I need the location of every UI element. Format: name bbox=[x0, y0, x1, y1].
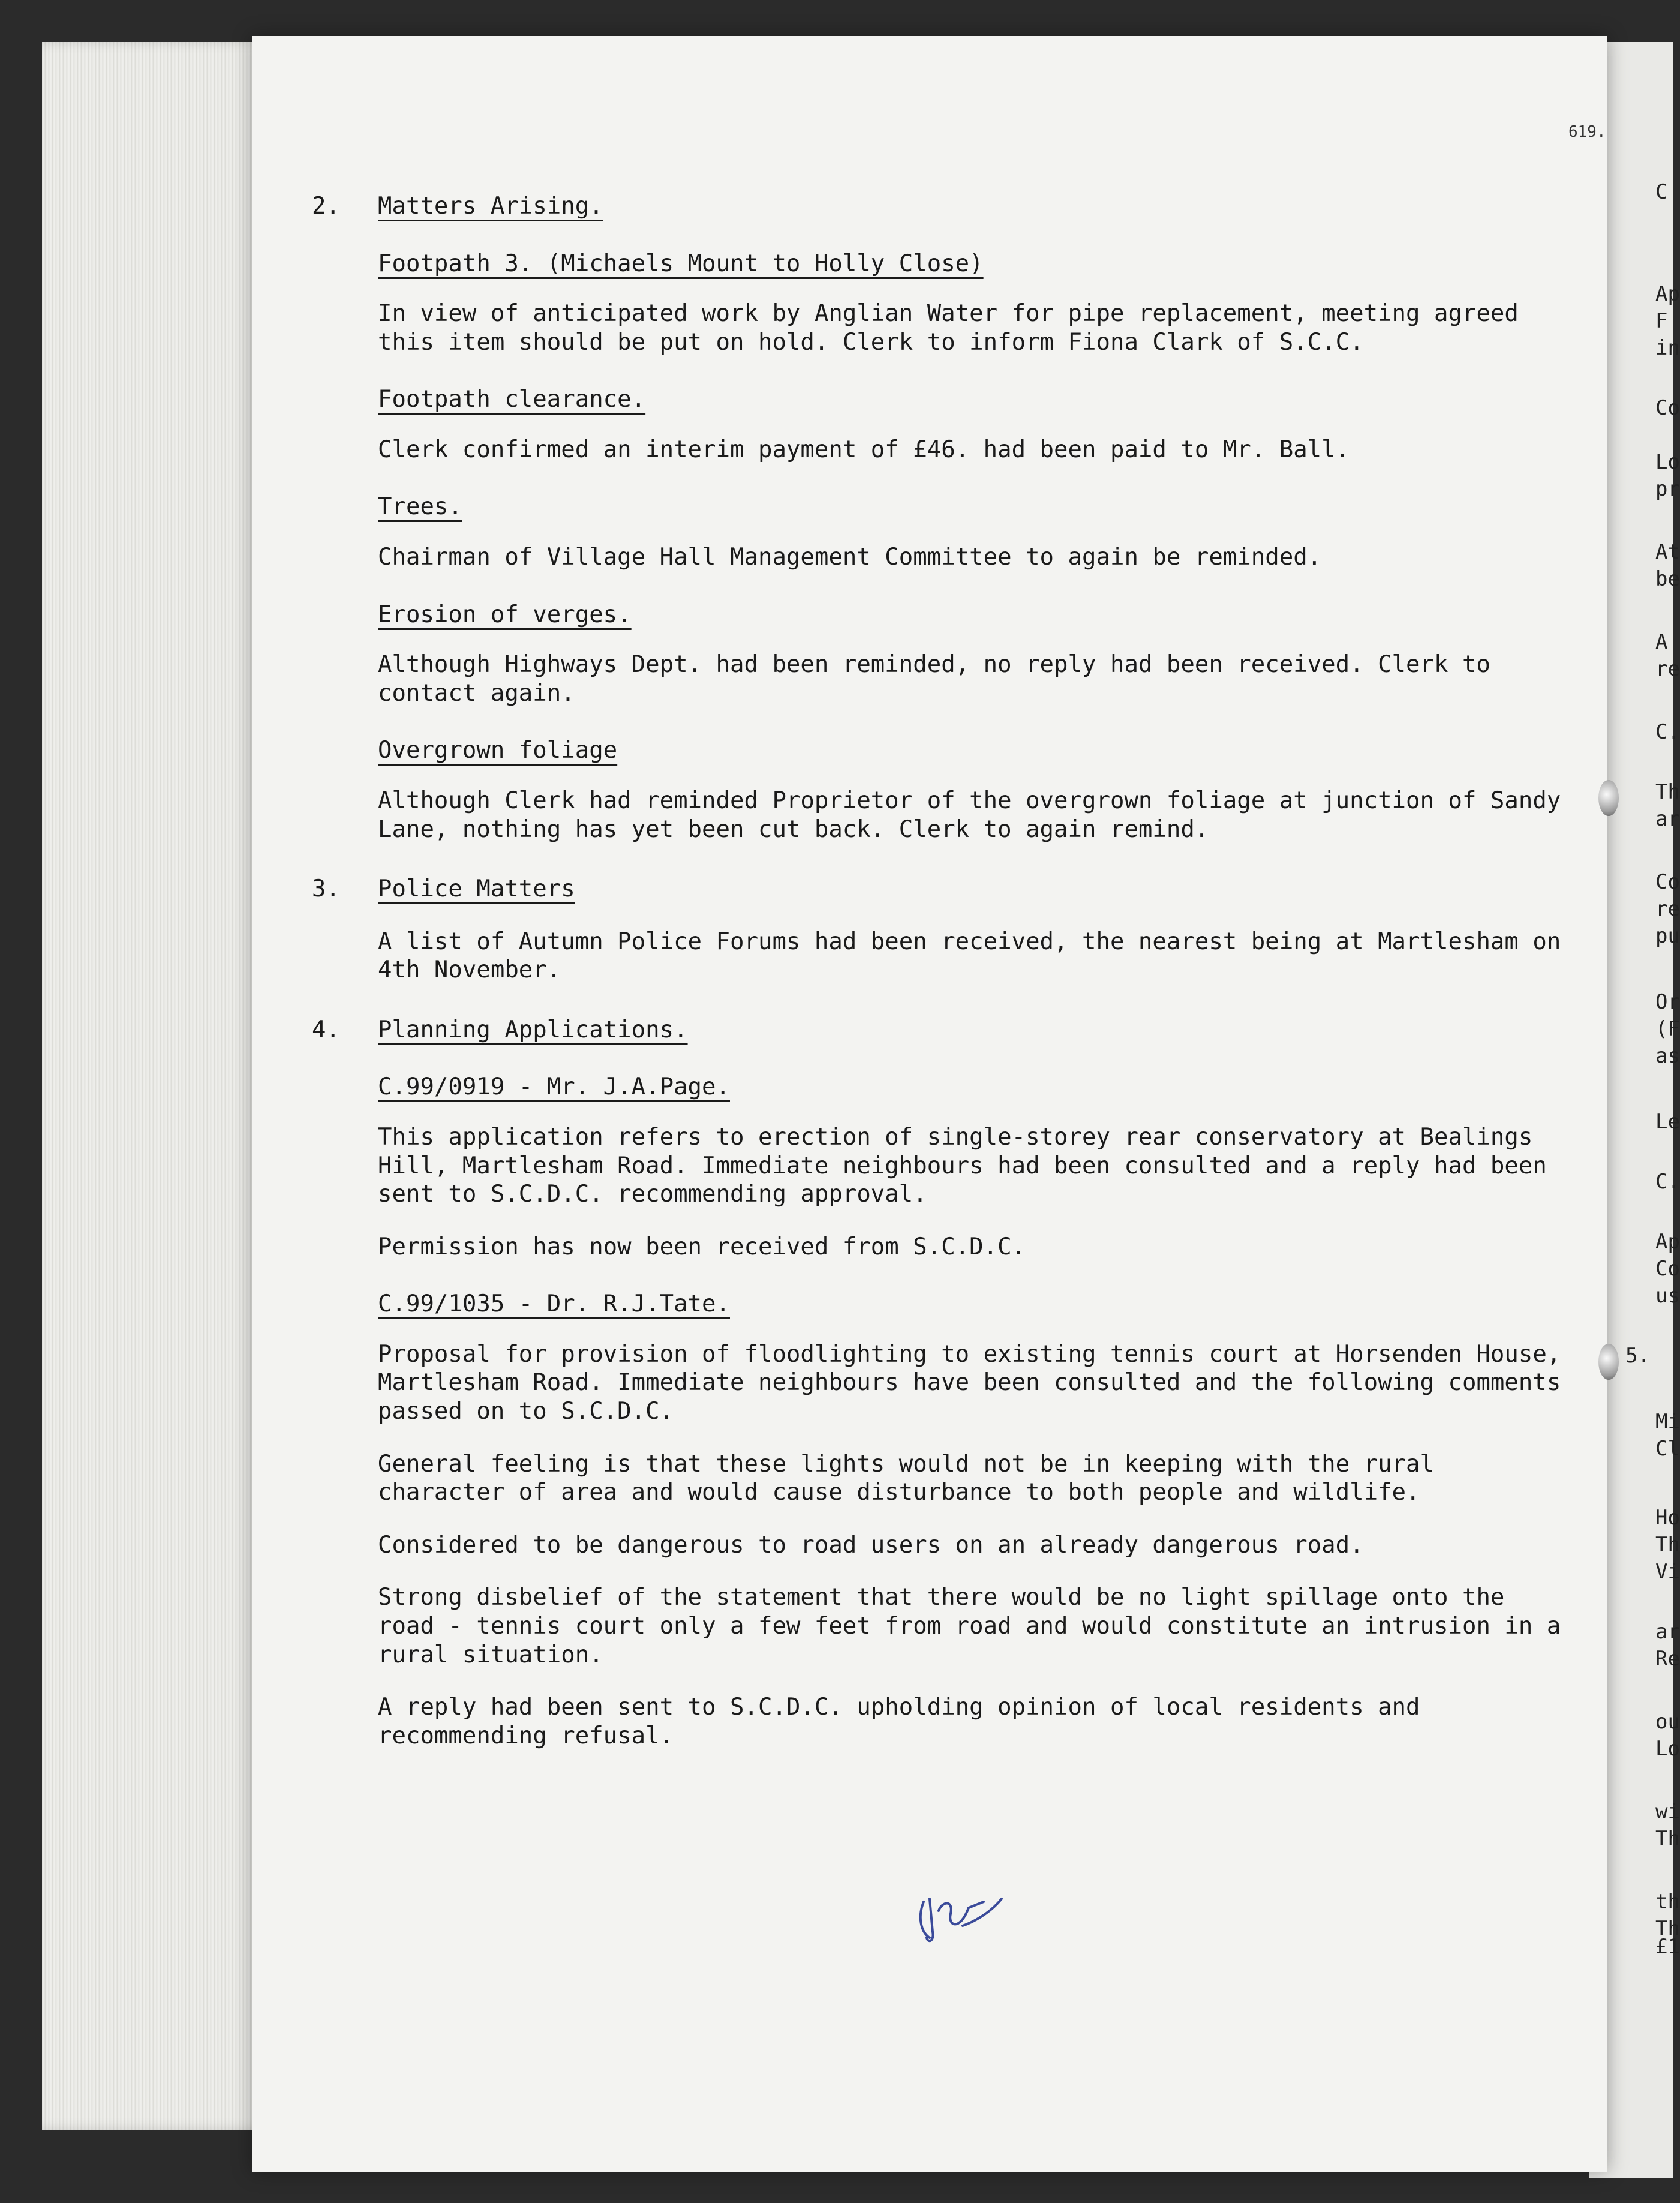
minutes-section bbox=[312, 192, 1601, 844]
adjacent-page-text: pr bbox=[1655, 477, 1680, 501]
adjacent-page-text: Ho bbox=[1655, 1506, 1680, 1530]
adjacent-page-text: £1 bbox=[1655, 1935, 1680, 1959]
subsection-title: C.99/1035 - Dr. R.J.Tate. bbox=[378, 1290, 730, 1318]
adjacent-page-text: Cl bbox=[1655, 1437, 1680, 1461]
subsection-title: Trees. bbox=[378, 493, 462, 521]
minutes-paragraph: Although Clerk had reminded Proprietor of the overgrown foliage at junction of Sandy Lane, nothing has yet been cut back. Clerk to again remind. bbox=[378, 787, 1561, 843]
adjacent-page-text: At bbox=[1655, 540, 1680, 564]
adjacent-page-text: A bbox=[1655, 630, 1668, 654]
minutes-section bbox=[312, 1016, 1601, 1750]
minutes-paragraph: In view of anticipated work by Anglian Water for pipe replacement, meeting agreed this item should be put on hold. Clerk to inform Fiona Clark of S.C.C. bbox=[378, 300, 1519, 356]
signature-initials bbox=[912, 1890, 1008, 1944]
adjacent-page-text: Ap bbox=[1655, 282, 1680, 306]
section-heading: Planning Applications. bbox=[378, 1016, 688, 1043]
adjacent-page-text: Th bbox=[1655, 1917, 1680, 1941]
section-number: 4. bbox=[312, 1016, 340, 1043]
binding-ring bbox=[1598, 780, 1619, 816]
adjacent-page-text: C. bbox=[1655, 1170, 1680, 1194]
adjacent-page-text: ar bbox=[1655, 1620, 1680, 1644]
page-number: 619. bbox=[1568, 123, 1606, 141]
section-heading: Matters Arising. bbox=[378, 193, 603, 220]
adjacent-page-text: Lo bbox=[1655, 1737, 1680, 1761]
minutes-paragraph: Proposal for provision of floodlighting to existing tennis court at Horsenden House, Martlesham Road. Immediate neighbours have been consulted and the following comments passed on to S.C.D.C. bbox=[378, 1340, 1561, 1425]
adjacent-page-text: F bbox=[1655, 309, 1668, 333]
adjacent-page-text: Ap bbox=[1655, 1230, 1680, 1254]
adjacent-page-text: wi bbox=[1655, 1800, 1680, 1824]
adjacent-page-text: Th bbox=[1655, 1533, 1680, 1557]
subsection-title: Footpath clearance. bbox=[378, 386, 646, 413]
adjacent-page-text: C bbox=[1655, 180, 1668, 204]
section-number: 3. bbox=[312, 875, 340, 903]
minutes-paragraph: Although Highways Dept. had been reminded, no reply had been received. Clerk to contact again. bbox=[378, 651, 1490, 707]
adjacent-page-text: be bbox=[1655, 567, 1680, 591]
adjacent-page-text: in bbox=[1655, 336, 1680, 360]
adjacent-page-text: us bbox=[1655, 1284, 1680, 1308]
minutes-paragraph: A reply had been sent to S.C.D.C. upholding opinion of local residents and recommending refusal. bbox=[378, 1694, 1420, 1749]
adjacent-page-text: Vi bbox=[1655, 1560, 1680, 1584]
minutes-paragraph: General feeling is that these lights would not be in keeping with the rural character of area and would cause disturbance to both people and wildlife. bbox=[378, 1450, 1434, 1506]
adjacent-page-text: Or bbox=[1655, 990, 1680, 1014]
adjacent-page-text: Th bbox=[1655, 780, 1680, 804]
adjacent-page-text: as bbox=[1655, 1044, 1680, 1068]
adjacent-page-text: Le bbox=[1655, 1110, 1680, 1134]
minutes-paragraph: Strong disbelief of the statement that there would be no light spillage onto the road - tennis court only a few feet from road and would constitute an intrusion in a rural situation. bbox=[378, 1584, 1561, 1668]
minutes-section bbox=[312, 875, 1601, 985]
subsection-title: Erosion of verges. bbox=[378, 601, 632, 628]
adjacent-page-text: ar bbox=[1655, 807, 1680, 831]
adjacent-page-text: Co bbox=[1655, 1257, 1680, 1281]
minutes-paragraph: Permission has now been received from S.C.D.C. bbox=[378, 1233, 1026, 1260]
minutes-paragraph: This application refers to erection of single-storey rear conservatory at Bealings Hill, Martlesham Road. Immediate neighbours had been consulted and a reply had been sent to S.C.D.C. recommending approval. bbox=[378, 1123, 1547, 1208]
subsection-title: C.99/0919 - Mr. J.A.Page. bbox=[378, 1073, 730, 1101]
adjacent-page-text: re bbox=[1655, 657, 1680, 681]
adjacent-page-text: Re bbox=[1655, 1647, 1680, 1671]
adjacent-page-text: (F bbox=[1655, 1017, 1680, 1041]
minutes-paragraph: Clerk confirmed an interim payment of £46. had been paid to Mr. Ball. bbox=[378, 436, 1350, 463]
adjacent-page-text: 5. bbox=[1625, 1344, 1650, 1368]
subsection-title: Footpath 3. (Michaels Mount to Holly Close) bbox=[378, 250, 984, 277]
binding-ring bbox=[1598, 1344, 1619, 1380]
minutes-paragraph: Chairman of Village Hall Management Committee to again be reminded. bbox=[378, 544, 1322, 571]
minutes-paragraph: A list of Autumn Police Forums had been received, the nearest being at Martlesham on 4th November. bbox=[378, 928, 1561, 984]
adjacent-page-text: Lo bbox=[1655, 450, 1680, 474]
adjacent-page-text: pu bbox=[1655, 924, 1680, 948]
minutes-content bbox=[312, 192, 1601, 1750]
adjacent-page-text: Co bbox=[1655, 396, 1680, 420]
subsection-title: Overgrown foliage bbox=[378, 737, 618, 764]
section-number: 2. bbox=[312, 193, 340, 220]
adjacent-page-text: re bbox=[1655, 897, 1680, 921]
adjacent-page-text: ou bbox=[1655, 1710, 1680, 1734]
adjacent-page-text: th bbox=[1655, 1890, 1680, 1914]
adjacent-page-text: Co bbox=[1655, 870, 1680, 894]
adjacent-page-text: Th bbox=[1655, 1827, 1680, 1851]
minutes-paragraph: Considered to be dangerous to road users on an already dangerous road. bbox=[378, 1531, 1364, 1559]
adjacent-page-text: Mi bbox=[1655, 1410, 1680, 1434]
section-heading: Police Matters bbox=[378, 875, 575, 903]
adjacent-page-text: C. bbox=[1655, 720, 1680, 744]
